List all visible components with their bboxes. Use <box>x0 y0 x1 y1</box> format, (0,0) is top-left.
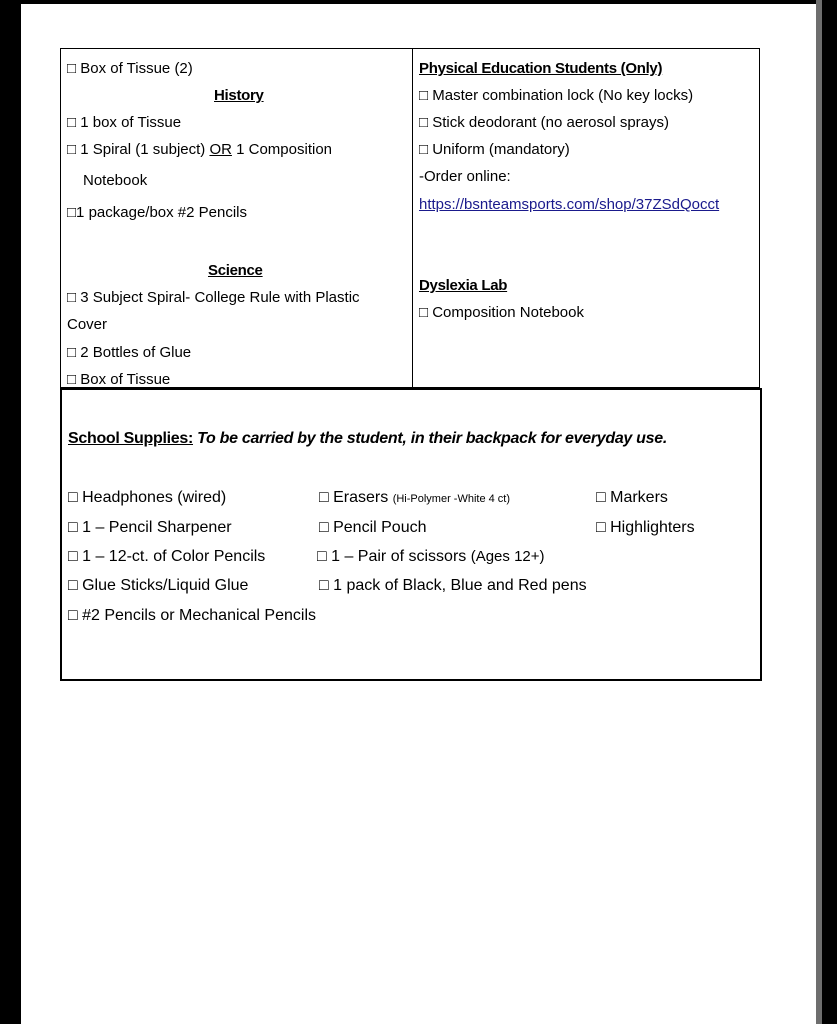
school-supplies-title <box>68 430 667 448</box>
science-item-spiral-cont: Cover <box>67 316 108 333</box>
pe-item-uniform: □ Uniform (mandatory) <box>419 141 570 158</box>
supply-pencil-pouch: □ Pencil Pouch <box>319 519 427 536</box>
school-supplies-box <box>60 388 762 681</box>
school-supplies-heading: School Supplies: <box>68 430 193 447</box>
history-item-spiral <box>67 141 332 159</box>
history-item-tissue: □ 1 box of Tissue <box>67 114 182 131</box>
supply-erasers <box>319 488 510 509</box>
spiral-suffix: 1 Composition <box>231 141 333 158</box>
erasers-note: (Hi-Polymer -White 4 ct) <box>392 493 511 505</box>
supply-highlighters: □ Highlighters <box>596 519 695 536</box>
pe-order-online: -Order online: <box>419 168 511 185</box>
scissors-label: □ 1 – Pair of scissors <box>317 548 471 565</box>
supply-color-pencils: □ 1 – 12-ct. of Color Pencils <box>68 548 266 565</box>
order-link[interactable]: https://bsnteamsports.com/shop/37ZSdQocct <box>419 196 720 213</box>
pe-item-lock: □ Master combination lock (No key locks) <box>419 87 694 104</box>
supply-glue-sticks: □ Glue Sticks/Liquid Glue <box>68 577 249 594</box>
document-page <box>21 4 816 1024</box>
science-item-glue: □ 2 Bottles of Glue <box>67 344 192 361</box>
history-item-pencils: □1 package/box #2 Pencils <box>67 204 248 221</box>
or-word: OR <box>209 141 232 158</box>
pe-item-deodorant: □ Stick deodorant (no aerosol sprays) <box>419 114 670 131</box>
column-divider <box>412 49 413 387</box>
pe-heading: Physical Education Students (Only) <box>419 60 663 77</box>
history-heading: History <box>214 87 264 104</box>
dyslexia-heading: Dyslexia Lab <box>419 277 508 294</box>
supply-pens: □ 1 pack of Black, Blue and Red pens <box>319 577 587 594</box>
science-item-tissue: □ Box of Tissue <box>67 371 171 388</box>
science-heading: Science <box>208 262 263 279</box>
history-item-spiral-cont: Notebook <box>83 172 148 189</box>
box-of-tissue-2: □ Box of Tissue (2) <box>67 60 193 77</box>
supply-headphones: □ Headphones (wired) <box>68 489 227 506</box>
supply-table <box>60 48 760 388</box>
supply-sharpener: □ 1 – Pencil Sharpener <box>68 519 232 536</box>
science-item-spiral: □ 3 Subject Spiral- College Rule with Plastic <box>67 289 360 306</box>
spiral-prefix: □ 1 Spiral (1 subject) <box>67 141 210 158</box>
scissors-note: (Ages 12+) <box>470 548 545 565</box>
dyslexia-item-notebook: □ Composition Notebook <box>419 304 584 321</box>
erasers-label: □ Erasers <box>319 489 393 506</box>
supply-markers: □ Markers <box>596 489 668 506</box>
school-supplies-subheading: To be carried by the student, in their backpack for everyday use. <box>193 430 667 447</box>
supply-scissors <box>317 547 545 567</box>
scroll-edge <box>816 0 822 1024</box>
supply-pencils: □ #2 Pencils or Mechanical Pencils <box>68 607 316 624</box>
